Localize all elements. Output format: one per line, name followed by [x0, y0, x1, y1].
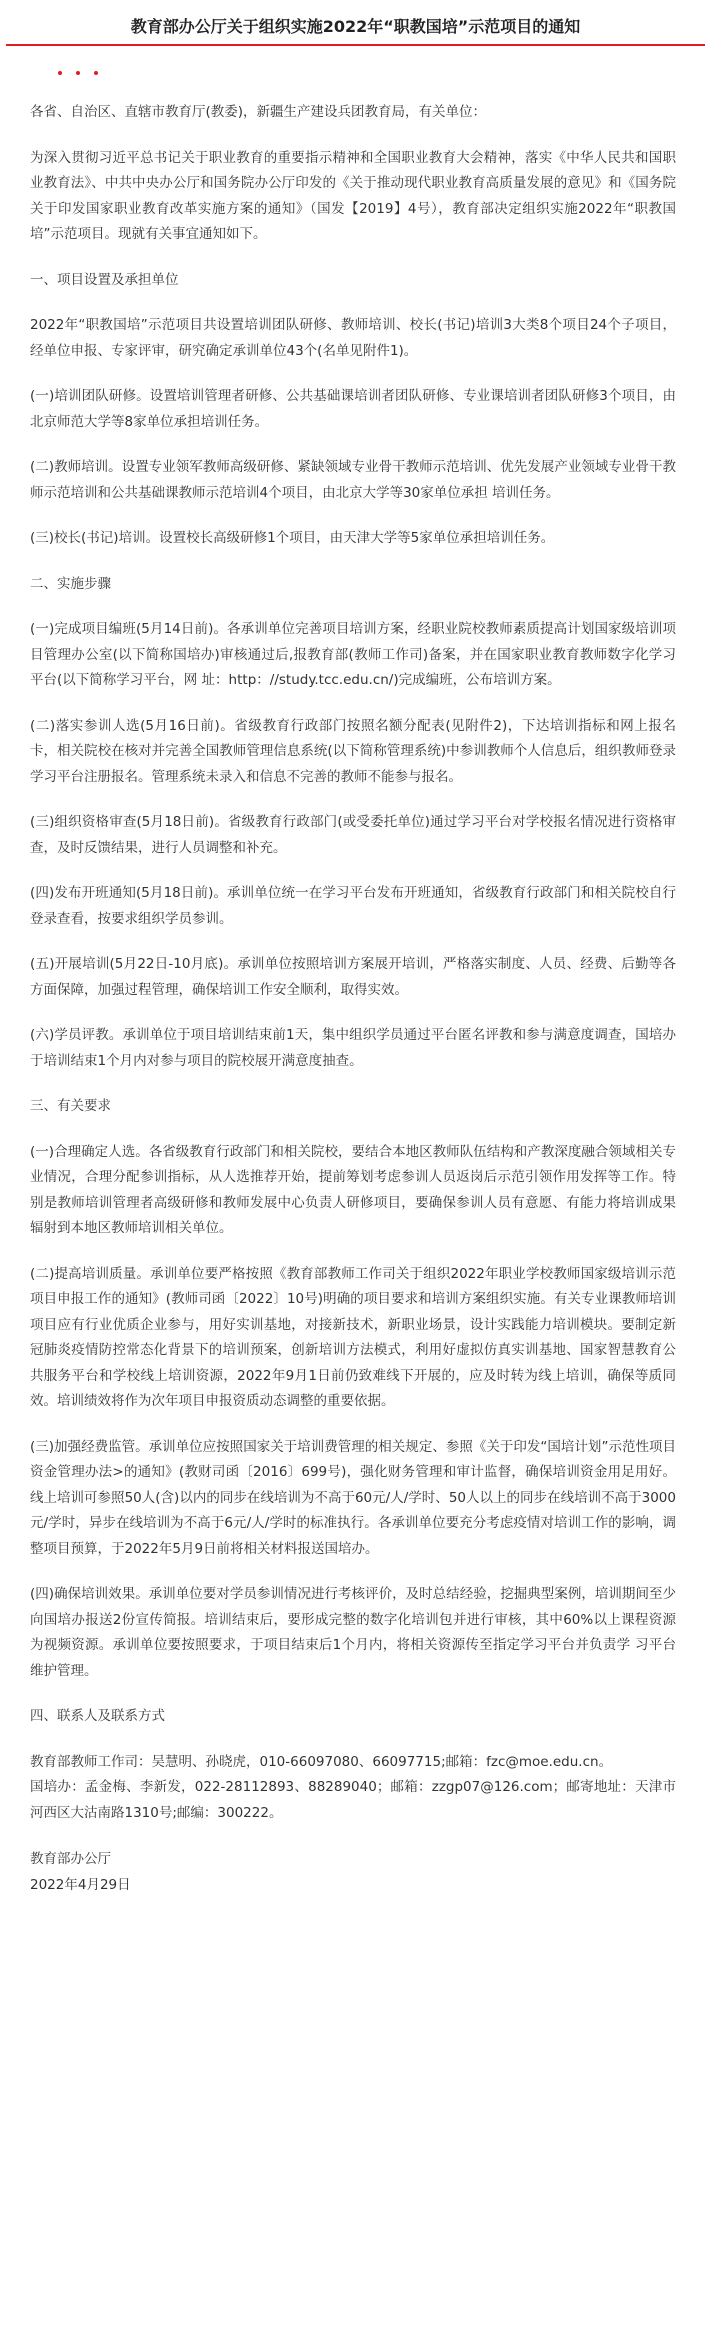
signature-block — [30, 1846, 676, 1898]
paragraph: (一)培训团队研修。设置培训管理者研修、公共基础课培训者团队研修、专业课培训者团队研修3个项目，由北京师范大学等8家单位承担培训任务。 — [30, 388, 676, 430]
paragraph: (四)确保培训效果。承训单位要对学员参训情况进行考核评价，及时总结经验，挖掘典型案例，培训期间至少向国培办报送2份宣传简报。培训结束后，要形成完整的数字化培训包并进行审核，其中60%以上课程资源为视频资源。承训单位要按照要求，于项目结束后1个月内，将相关资源传至指定学习平台并负责学 习平台维护管理。 — [30, 1586, 676, 1679]
paragraph: (六)学员评教。承训单位于项目培训结束前1天，集中组织学员通过平台匿名评教和参与满意度调查，国培办于培训结束1个月内对参与项目的院校展开满意度抽查。 — [30, 1027, 676, 1069]
paragraph: (二)教师培训。设置专业领军教师高级研修、紧缺领域专业骨干教师示范培训、优先发展产业领域专业骨干教师示范培训和公共基础课教师示范培训4个项目，由北京大学等30家单位承担 培训任务。 — [30, 459, 676, 501]
paragraph: (四)发布开班通知(5月18日前)。承训单位统一在学习平台发布开班通知，省级教育行政部门和相关院校自行登录查看，按要求组织学员参训。 — [30, 885, 676, 927]
paragraph: 2022年“职教国培”示范项目共设置培训团队研修、教师培训、校长(书记)培训3大类8个项目24个子项目，经单位申报、专家评审，研究确定承训单位43个(名单见附件1)。 — [30, 317, 676, 359]
contact-paragraph: 教育部教师工作司：吴慧明、孙晓虎，010-66097080、66097715;邮箱：fzc@moe.edu.cn。 — [30, 1753, 613, 1770]
section-heading-4: 四、联系人及联系方式 — [30, 1708, 165, 1724]
paragraph: (一)合理确定人选。各省级教育行政部门和相关院校，要结合本地区教师队伍结构和产教深度融合领域相关专业情况，合理分配参训指标，从人选推荐开始，提前筹划考虑参训人员返岗后示范引领作用发挥等工作。特别是教师培训管理者高级研修和教师发展中心负责人研修项目，要确保参训人员有意愿、有能力将培训成果辐射到本地区教师培训相关单位。 — [30, 1143, 676, 1236]
red-dot — [76, 71, 80, 75]
page-title: 教育部办公厅关于组织实施2022年“职教国培”示范项目的通知 — [130, 17, 581, 36]
notice-body — [30, 100, 676, 1898]
paragraph: (三)加强经费监管。承训单位应按照国家关于培训费管理的相关规定、参照《关于印发“国培计划”示范性项目资金管理办法>的通知》(教财司函〔2016〕699号)，强化财务管理和审计监督，确保培训资金用足用好。线上培训可参照50人(含)以内的同步在线培训为不高于60元/人/学时、50人以上的同步在线培训不高于3000元/学时，异步在线培训为不高于6元/人/学时的标准执行。各承训单位要充分考虑疫情对培训工作的影响，调整项目预算，于2022年5月9日前将相关材料报送国培办。 — [30, 1438, 676, 1557]
paragraph: (二)落实参训人选(5月16日前)。省级教育行政部门按照名额分配表(见附件2)，下达培训指标和网上报名卡，相关院校在核对并完善全国教师管理信息系统(以下简称管理系统)中参训教师个人信息后，组织教师登录学习平台注册报名。管理系统未录入和信息不完善的教师不能参与报名。 — [30, 717, 676, 785]
red-dot — [58, 71, 62, 75]
intro-paragraph: 为深入贯彻习近平总书记关于职业教育的重要指示精神和全国职业教育大会精神，落实《中华人民共和国职业教育法》、中共中央办公厅和国务院办公厅印发的《关于推动现代职业教育高质量发展的意见》和《国务院关于印发国家职业教育改革实施方案的通知》（国发【2019】4号），教育部决定组织实施2022年“职教国培”示范项目。现就有关事宜通知如下。 — [30, 149, 676, 242]
signature-date: 2022年4月29日 — [30, 1877, 131, 1893]
section-heading-1: 一、项目设置及承担单位 — [30, 271, 179, 288]
paragraph: (一)完成项目编班(5月14日前)。各承训单位完善项目培训方案，经职业院校教师素质提高计划国家级培训项目管理办公室(以下简称国培办)审核通过后,报教育部(教师工作司)备案，并在国家职业教育教师数字化学习平台(以下简称学习平台，网 址：http：//study.tcc.edu.cn/)完成编班，公布培训方案。 — [30, 621, 676, 688]
contact-paragraph: 国培办：孟金梅、李新发，022-28112893、88289040；邮箱：zzgp07@126.com；邮寄地址：天津市河西区大沽南路1310号;邮编：300222。 — [30, 1779, 676, 1821]
salutation: 各省、自治区、直辖市教育厅(教委)，新疆生产建设兵团教育局，有关单位： — [30, 104, 487, 120]
page-header — [0, 0, 711, 44]
paragraph: (二)提高培训质量。承训单位要严格按照《教育部教师工作司关于组织2022年职业学校教师国家级培训示范项目申报工作的通知》(教师司函〔2022〕10号)明确的项目要求和培训方案组织实施。有关专业课教师培训项目应有行业优质企业参与，用好实训基地，对接新技术，新职业场景，设计实践能力培训模块。要制定新冠肺炎疫情防控常态化背景下的培训预案，创新培训方法模式，利用好虚拟仿真实训基地、国家智慧教育公共服务平台和学校线上培训资源，2022年9月1日前仍致难线下开展的，应及时转为线上培训，确保等质同效。培训绩效将作为次年项目申报资质动态调整的重要依据。 — [30, 1265, 676, 1409]
section-heading-3: 三、有关要求 — [30, 1098, 111, 1114]
paragraph: (三)校长(书记)培训。设置校长高级研修1个项目，由天津大学等5家单位承担培训任务。 — [30, 530, 555, 546]
paragraph: (五)开展培训(5月22日-10月底)。承训单位按照培训方案展开培训，严格落实制度、人员、经费、后勤等各方面保障，加强过程管理，确保培训工作安全顺利，取得实效。 — [30, 956, 676, 998]
decorative-dots — [58, 60, 112, 72]
red-divider — [6, 44, 705, 46]
red-dot — [94, 71, 98, 75]
section-heading-2: 二、实施步骤 — [30, 575, 111, 592]
paragraph: (三)组织资格审查(5月18日前)。省级教育行政部门(或受委托单位)通过学习平台对学校报名情况进行资格审查，及时反馈结果，进行人员调整和补充。 — [30, 814, 676, 856]
signature-org: 教育部办公厅 — [30, 1851, 111, 1867]
